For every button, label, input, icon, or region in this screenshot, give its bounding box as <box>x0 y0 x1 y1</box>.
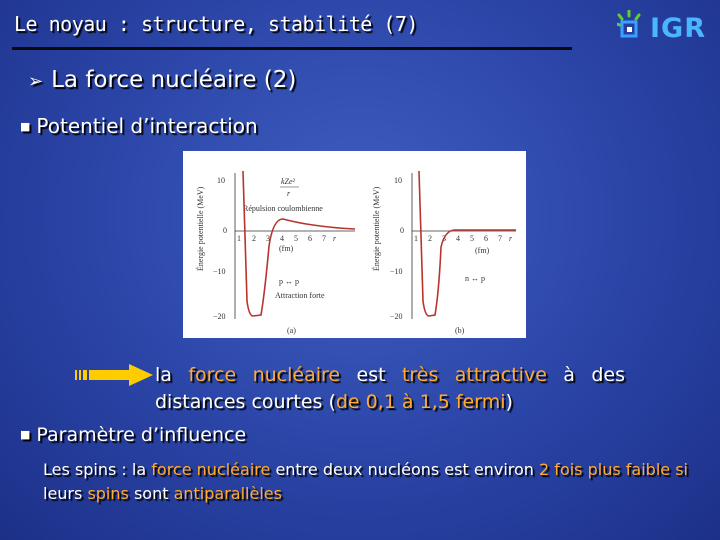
xunit-b: (fm) <box>475 246 490 255</box>
spins-word: spins <box>87 484 129 503</box>
spins-part-1: Les spins : la <box>43 460 152 479</box>
conclusion-range: de 0,1 à 1,5 fermi <box>335 391 506 413</box>
xvar-b: r <box>509 234 513 243</box>
spins-part-7: sont <box>128 484 174 503</box>
xtick-b-4: 4 <box>456 234 460 243</box>
potential-figure <box>183 151 526 338</box>
annotation-strong: Attraction forte <box>275 291 325 300</box>
formula-numerator: kZe² <box>281 177 295 186</box>
xtick-a-5: 5 <box>294 234 298 243</box>
bullet-parameter-text: Paramètre d’influence <box>36 424 247 446</box>
ytick-b-m10: −10 <box>390 267 403 276</box>
panel-a <box>195 171 355 335</box>
spins-part-3: entre deux nucléons est environ <box>270 460 540 479</box>
xtick-b-5: 5 <box>470 234 474 243</box>
xtick-b-6: 6 <box>484 234 488 243</box>
square-bullet-icon: ■ <box>20 428 31 441</box>
spins-antiparallel: antiparallèles <box>173 484 282 503</box>
bullet-potential <box>20 114 258 138</box>
conclusion-paren-open: ( <box>328 391 336 413</box>
xtick-b-2: 2 <box>428 234 432 243</box>
conclusion-part-1: la <box>155 364 189 386</box>
pair-np: n ↔ p <box>465 274 485 283</box>
bullet-parameter <box>20 424 246 446</box>
xtick-a-7: 7 <box>322 234 326 243</box>
xtick-b-1: 1 <box>414 234 418 243</box>
potential-plots <box>183 151 526 338</box>
spins-force: force nucléaire <box>151 460 271 479</box>
spins-part-5: leurs <box>43 484 88 503</box>
xtick-a-6: 6 <box>308 234 312 243</box>
conclusion-paren-close: ) <box>505 391 513 413</box>
right-arrow-icon <box>75 364 153 386</box>
section-subtitle <box>28 67 296 93</box>
ytick-a-10: 10 <box>217 176 225 185</box>
title-underline <box>12 47 572 50</box>
ytick-a-m10: −10 <box>213 267 226 276</box>
subtitle-text: La force nucléaire (2) <box>51 67 297 93</box>
ytick-b-10: 10 <box>394 176 402 185</box>
bullet-potential-text: Potentiel d’interaction <box>36 114 258 138</box>
panel-b <box>371 171 516 335</box>
xtick-a-3: 3 <box>266 234 270 243</box>
arrow-bullet-icon: ➢ <box>28 71 44 92</box>
xtick-b-7: 7 <box>498 234 502 243</box>
pair-pp: p ↔ p <box>279 277 299 286</box>
xtick-a-2: 2 <box>252 234 256 243</box>
ytick-a-0: 0 <box>223 226 227 235</box>
spins-text <box>43 458 688 506</box>
ytick-a-m20: −20 <box>213 312 226 321</box>
xtick-b-3: 3 <box>442 234 446 243</box>
conclusion-force: force nucléaire <box>188 364 341 386</box>
conclusion-text <box>155 362 625 416</box>
slide-title: Le noyau : structure, stabilité (7) <box>14 12 418 36</box>
ytick-b-m20: −20 <box>390 312 403 321</box>
curve-np <box>419 171 516 316</box>
xvar-a: r <box>333 234 337 243</box>
xtick-a-4: 4 <box>280 234 284 243</box>
panel-label-b: (b) <box>455 326 465 335</box>
xunit-a: (fm) <box>279 244 294 253</box>
square-bullet-icon: ■ <box>20 120 31 133</box>
spins-factor: 2 fois plus faible si <box>539 460 688 479</box>
xtick-a-1: 1 <box>237 234 241 243</box>
annotation-coulomb: Répulsion coulombienne <box>243 204 323 213</box>
conclusion-part-5: à des distances courtes <box>155 364 626 413</box>
formula-denominator: r <box>287 189 291 198</box>
conclusion-part-3: est <box>340 364 402 386</box>
ylabel-a: Énergie potentielle (MeV) <box>196 186 205 271</box>
ytick-b-0: 0 <box>400 226 404 235</box>
panel-label-a: (a) <box>287 326 296 335</box>
conclusion-attractive: très attractive <box>401 364 547 386</box>
logo-text: IGR <box>650 13 706 44</box>
ylabel-b: Énergie potentielle (MeV) <box>372 186 381 271</box>
